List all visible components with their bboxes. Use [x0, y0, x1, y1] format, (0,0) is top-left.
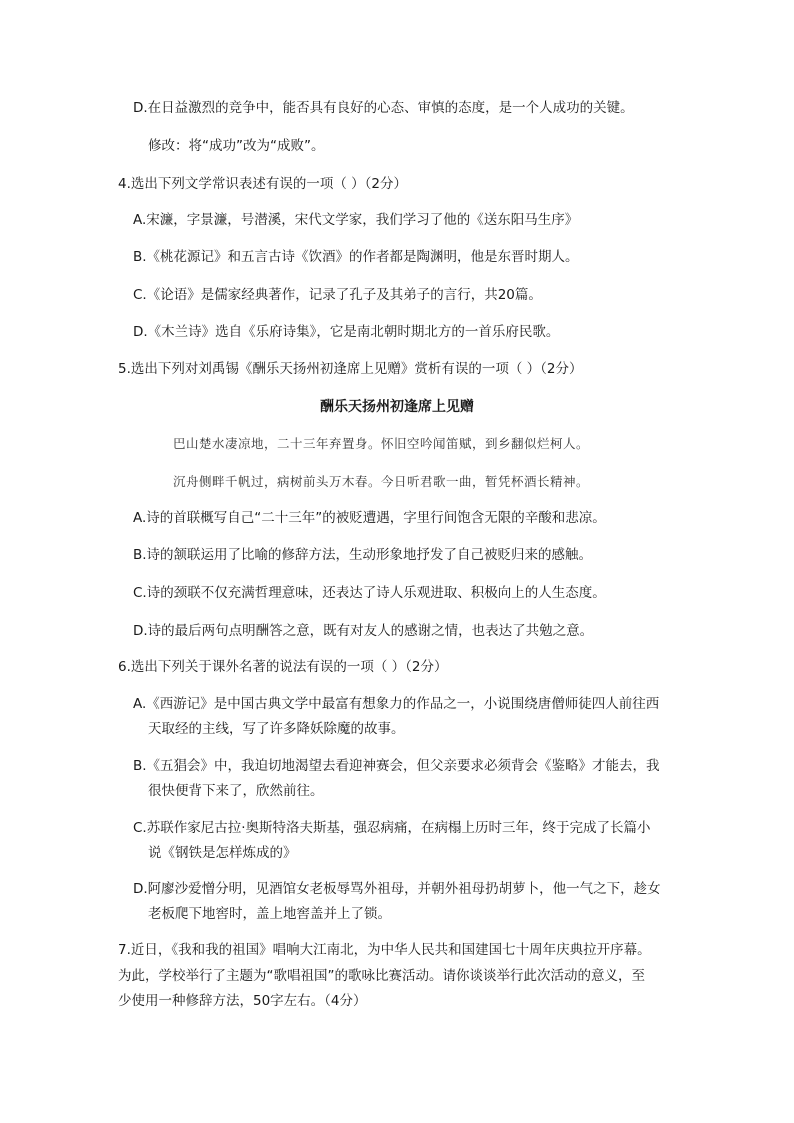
- poem-line-2: 沉舟侧畔千帆过，病树前头万木春。今日听君歌一曲，暂凭杯酒长精神。: [173, 474, 590, 489]
- q4-option-a: A.宋濂，字景濂，号潜溪，宋代文学家，我们学习了他的《送东阳马生序》: [133, 212, 579, 228]
- q6-stem: 6.选出下列关于课外名著的说法有误的一项（ ）（2分）: [118, 659, 448, 675]
- q6-option-a-line2: 天取经的主线，写了许多降妖除魔的故事。: [148, 721, 405, 737]
- q6-option-b-line2: 很快便背下来了，欣然前往。: [148, 783, 324, 799]
- q4-option-c: C.《论语》是儒家经典著作，记录了孔子及其弟子的言行，共20篇。: [133, 287, 542, 303]
- q5-option-c: C.诗的颈联不仅充满哲理意味，还表达了诗人乐观进取、积极向上的人生态度。: [133, 585, 606, 601]
- q4-option-d: D.《木兰诗》选自《乐府诗集》，它是南北朝时期北方的一首乐府民歌。: [133, 324, 560, 340]
- q3-option-d: D.在日益激烈的竞争中，能否具有良好的心态、审慎的态度，是一个人成功的关键。: [133, 100, 634, 116]
- q6-option-d-line2: 老板爬下地窖时，盖上地窖盖并上了锁。: [148, 906, 391, 922]
- poem-line-1: 巴山楚水凄凉地，二十三年弃置身。怀旧空吟闻笛赋，到乡翻似烂柯人。: [173, 436, 590, 451]
- q4-option-b: B.《桃花源记》和五言古诗《饮酒》的作者都是陶渊明，他是东晋时期人。: [133, 249, 579, 265]
- q6-option-c-line2: 说《钢铁是怎样炼成的》: [148, 845, 297, 861]
- q5-option-a: A.诗的首联概写自己“二十三年”的被贬遭遇，字里行间饱含无限的辛酸和悲凉。: [133, 510, 606, 526]
- q7-line-2: 为此，学校举行了主题为“歌唱祖国”的歌咏比赛活动。请你谈谈举行此次活动的意义，至: [118, 968, 645, 984]
- q6-option-d-line1: D.阿廖沙爱憎分明，见酒馆女老板辱骂外祖母，并朝外祖母扔胡萝卜，他一气之下，趁女: [133, 881, 661, 897]
- q7-line-3: 少使用一种修辞方法，50字左右。（4分）: [118, 993, 367, 1009]
- poem-title: 酬乐天扬州初逢席上见赠: [320, 399, 474, 415]
- q6-option-c-line1: C.苏联作家尼古拉·奥斯特洛夫斯基，强忍病痛，在病榻上历时三年，终于完成了长篇小: [133, 820, 651, 836]
- q7-line-1: 7.近日，《我和我的祖国》唱响大江南北，为中华人民共和国建国七十周年庆典拉开序幕。: [118, 942, 651, 958]
- q4-stem: 4.选出下列文学常识表述有误的一项（ ）（2分）: [118, 176, 408, 192]
- q3-revision-note: 修改：将“成功”改为“成败”。: [148, 138, 325, 154]
- q6-option-a-line1: A.《西游记》是中国古典文学中最富有想象力的作品之一，小说围绕唐僧师徒四人前往西: [133, 696, 660, 712]
- q5-option-d: D.诗的最后两句点明酬答之意，既有对友人的感谢之情，也表达了共勉之意。: [133, 623, 594, 639]
- q5-option-b: B.诗的颔联运用了比喻的修辞方法，生动形象地抒发了自己被贬归来的感触。: [133, 547, 593, 563]
- q5-stem: 5.选出下列对刘禹锡《酬乐天扬州初逢席上见赠》赏析有误的一项（ ）（2分）: [118, 361, 583, 377]
- q6-option-b-line1: B.《五猖会》中，我迫切地渴望去看迎神赛会，但父亲要求必须背会《鉴略》才能去，我: [133, 758, 660, 774]
